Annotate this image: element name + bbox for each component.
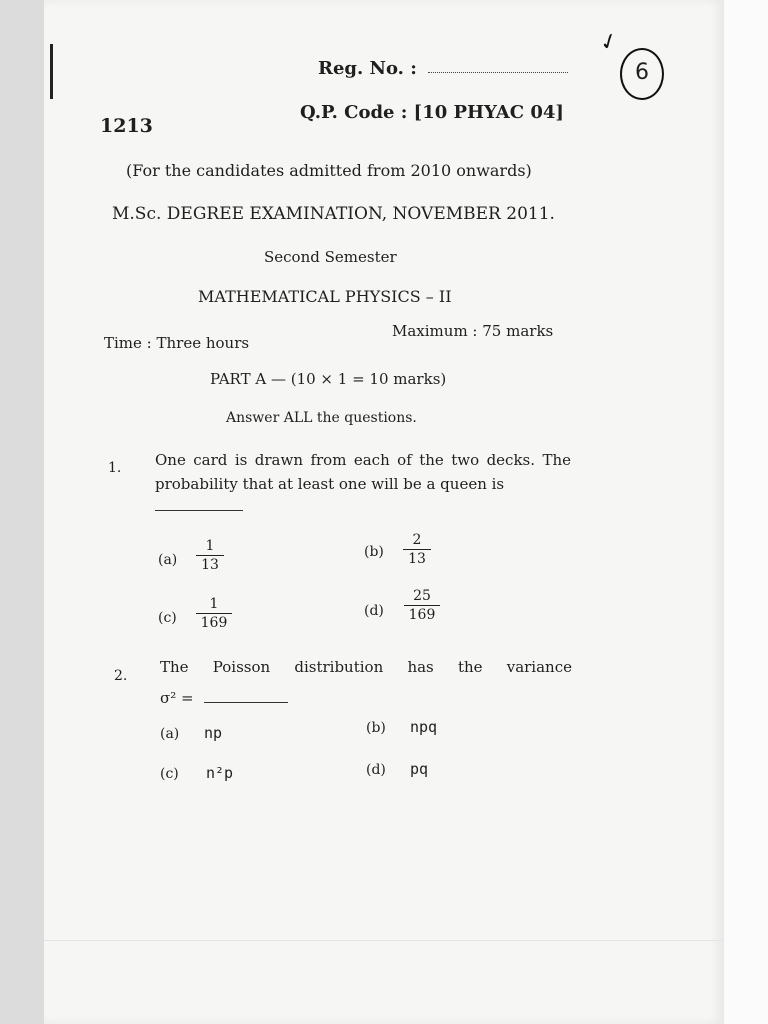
question-number: 1.: [108, 460, 122, 476]
handwritten-mark: 6: [635, 60, 649, 85]
part-heading: PART A — (10 × 1 = 10 marks): [210, 370, 447, 388]
option-label: (c): [160, 766, 179, 782]
qp-code: Q.P. Code : [10 PHYAC 04]: [300, 102, 564, 123]
fraction-numerator: 2: [412, 532, 422, 548]
reg-no-blank: [428, 72, 568, 73]
option-label: (a): [158, 552, 178, 568]
option-value: n²p: [206, 764, 234, 782]
question-text: One card is drawn from each of the two decks. The probability that at least one will be a queen is: [155, 451, 571, 493]
degree-title: M.Sc. DEGREE EXAMINATION, NOVEMBER 2011.: [112, 204, 555, 224]
margin-mark: [50, 44, 53, 99]
semester: Second Semester: [264, 248, 397, 266]
exam-paper-page: [44, 0, 724, 1024]
fraction-denominator: 169: [408, 607, 436, 623]
option-label: (b): [364, 544, 384, 560]
fraction-denominator: 169: [200, 615, 228, 631]
page-edge: [724, 0, 768, 1024]
option-fraction: [403, 532, 431, 567]
fraction-denominator: 13: [201, 557, 219, 573]
fraction-denominator: 13: [408, 551, 426, 567]
paper-number: 1213: [100, 115, 153, 137]
option-fraction: [196, 538, 224, 573]
circled-page-mark: [620, 48, 664, 100]
candidates-note: (For the candidates admitted from 2010 onwards): [126, 161, 532, 180]
option-value: np: [204, 724, 223, 742]
option-label: (c): [158, 610, 177, 626]
time-allowed: Time : Three hours: [104, 334, 250, 352]
reg-no-label: Reg. No. :: [318, 58, 417, 79]
option-fraction: [196, 596, 232, 631]
option-label: (a): [160, 726, 180, 742]
max-marks: Maximum : 75 marks: [392, 322, 554, 340]
question-number: 2.: [114, 668, 128, 684]
option-label: (d): [364, 603, 384, 619]
answer-blank: [204, 702, 288, 703]
question-text: The Poisson distribution has the variance: [160, 658, 572, 676]
tick-mark-icon: ✓: [596, 27, 623, 58]
fraction-numerator: 1: [209, 596, 219, 612]
option-label: (b): [366, 720, 386, 736]
option-value: npq: [410, 718, 438, 736]
instruction: Answer ALL the questions.: [226, 410, 417, 426]
variance-symbol: σ² =: [160, 689, 194, 707]
option-value: pq: [410, 760, 429, 778]
page-fold-line: [44, 940, 724, 941]
fraction-numerator: 1: [205, 538, 215, 554]
answer-blank: [155, 510, 243, 511]
option-label: (d): [366, 762, 386, 778]
option-fraction: [404, 588, 440, 623]
fraction-numerator: 25: [413, 588, 431, 604]
subject: MATHEMATICAL PHYSICS – II: [198, 287, 452, 306]
